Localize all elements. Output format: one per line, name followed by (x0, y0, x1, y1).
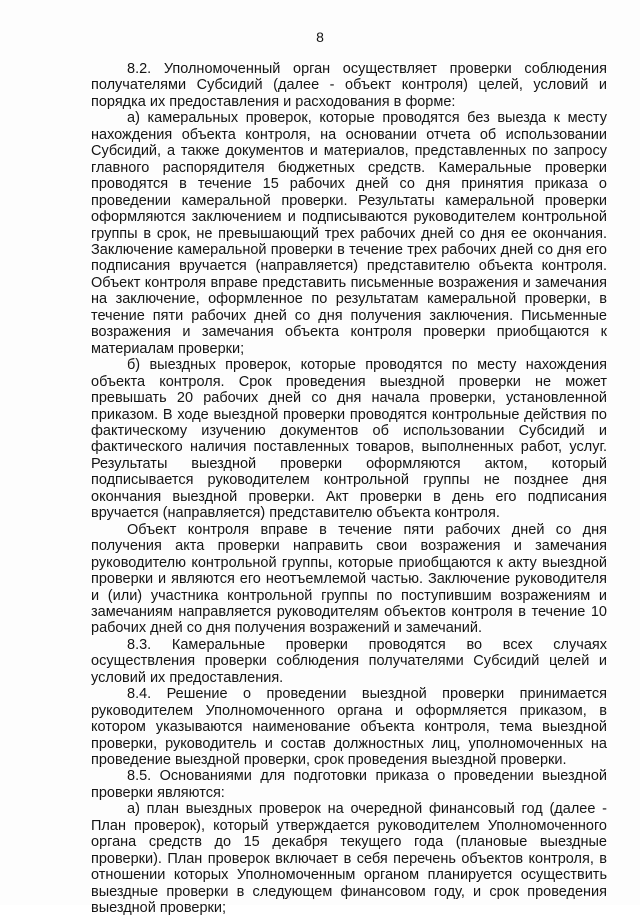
paragraph-8-2-a: а) камеральных проверок, которые проводятся без выезда к месту нахождения объекта контроля, на основании отчета об использовании Субсидий, а также документов и материалов, представленных по запросу главного распорядителя бюджетных средств. Камеральные проверки проводятся в течение 15 рабочих дней со дня принятия приказа о проведении камеральной проверки. Результаты камеральной проверки оформляются заключением и подписываются руководителем контрольной группы в срок, не превышающий трех рабочих дней со дня ее окончания. Заключение камеральной проверки в течение трех рабочих дней со дня его подписания вручается (направляется) представителю объекта контроля. Объект контроля вправе представить письменные возражения и замечания на заключение, оформленное по результатам камеральной проверки, в течение пяти рабочих дней со дня получения заключения. Письменные возражения и замечания объекта контроля проверки приобщаются к материалам проверки; (91, 110, 607, 357)
paragraph-8-5-a: а) план выездных проверок на очередной финансовый год (далее - План проверок), который утверждается руководителем Уполномоченного органа средств до 15 декабря текущего года (плановые выездные проверки). План проверок включает в себя перечень объектов контроля, в отношении которых Уполномоченным органом планируется осуществить выездные проверки в следующем финансовом году, и срок проведения выездной проверки; (91, 801, 607, 917)
paragraph-8-4: 8.4. Решение о проведении выездной проверки принимается руководителем Уполномоченного органа и оформляется приказом, в котором указываются наименование объекта контроля, тема выездной проверки, руководитель и состав должностных лиц, уполномоченных на проведение выездной проверки, срок проведения выездной проверки. (91, 686, 607, 769)
paragraph-8-2-b: б) выездных проверок, которые проводятся по месту нахождения объекта контроля. Срок проведения выездной проверки не может превышать 20 рабочих дней со дня начала проверки, установленной приказом. В ходе выездной проверки проводятся контрольные действия по фактическому изучению документов об использовании Субсидий и фактического наличия поставленных товаров, выполненных работ, услуг. Результаты выездной проверки оформляются актом, который подписывается руководителем контрольной группы не позднее дня окончания выездной проверки. Акт проверки в день его подписания вручается (направляется) представителю объекта контроля. (91, 357, 607, 522)
document-body (91, 61, 607, 917)
page-number: 8 (316, 29, 324, 45)
paragraph-8-3: 8.3. Камеральные проверки проводятся во всех случаях осуществления проверки соблюдения получателями Субсидий целей и условий их предоставления. (91, 636, 607, 686)
paragraph-8-5: 8.5. Основаниями для подготовки приказа о проведении выездной проверки являются: (91, 768, 607, 801)
paragraph-8-2-b-objections: Объект контроля вправе в течение пяти рабочих дней со дня получения акта проверки направить свои возражения и замечания руководителю контрольной группы, которые приобщаются к акту выездной проверки и являются его неотъемлемой частью. Заключение руководителя и (или) участника контрольной группы по поступившим возражениям и замечаниям направляется руководителям объектов контроля в течение 10 рабочих дней со дня получения возражений и замечаний. (91, 521, 607, 637)
paragraph-8-2: 8.2. Уполномоченный орган осуществляет проверки соблюдения получателями Субсидий (далее - объект контроля) целей, условий и порядка их предоставления и расходования в форме: (91, 61, 607, 110)
